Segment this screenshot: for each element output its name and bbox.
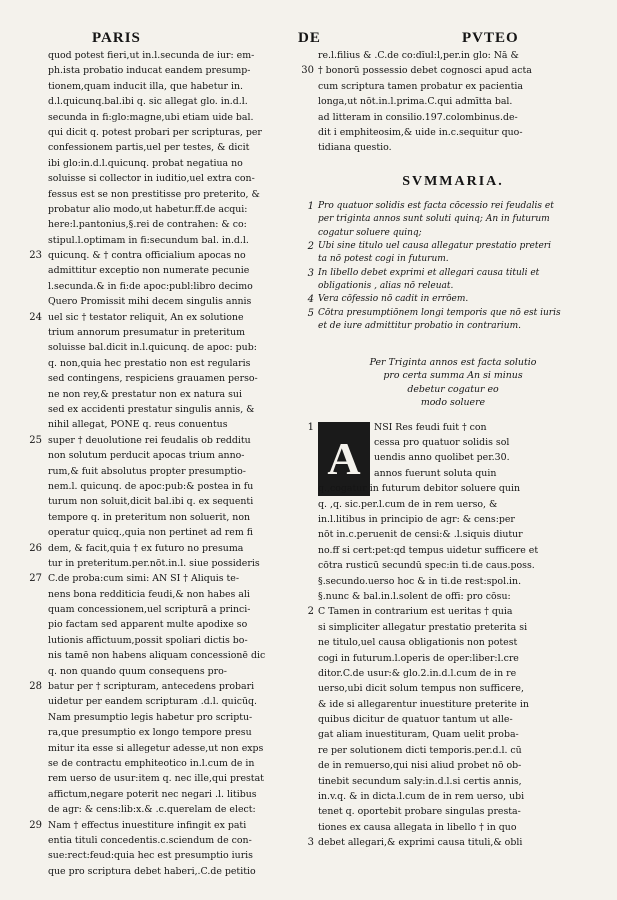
- text-line: [29, 818, 308, 833]
- line-text: d.l.quicunq.bal.ibi q. sic allegat glo. in.d.l.: [48, 96, 248, 108]
- summary-title: SVMMARIA.: [402, 173, 504, 189]
- line-text: l.secunda.& in fi:de apoc:publ:libro decimo: [48, 280, 253, 292]
- line-text: lutionis affictuum,possit spoliari dictis bo-: [48, 634, 248, 646]
- text-line: [318, 635, 588, 650]
- line-text: fessus est se non prestitisse pro preterito, &: [48, 188, 260, 200]
- line-text: q. non quando quum consequens pro-: [48, 665, 227, 677]
- text-line: [318, 527, 588, 542]
- line-text: tenet q. oportebit probare singulas presta-: [318, 806, 521, 818]
- summary-line: [307, 267, 588, 280]
- line-text: rem uerso de usur:item q. nec ille,qui prestat: [48, 773, 264, 785]
- text-line: [48, 417, 308, 432]
- line-text: et de iure admittitur probatio in contrarium.: [318, 321, 521, 332]
- text-line: [318, 651, 588, 666]
- text-line: [48, 710, 308, 725]
- line-text: † bonorū possessio debet cognosci apud acta: [318, 65, 532, 77]
- line-text: trium annorum presumatur in preteritum: [48, 327, 246, 339]
- text-line: [48, 617, 308, 632]
- line-text: de in remuerso,qui nisi aliud probet nō ob-: [318, 760, 522, 772]
- line-text: pio factam sed apparent multe apodixe so: [48, 619, 248, 631]
- text-line: [318, 110, 588, 125]
- text-line: [48, 864, 308, 879]
- text-line: [48, 787, 308, 802]
- text-line: [29, 679, 308, 694]
- line-text: obligationis , alias nō releuat.: [318, 281, 454, 292]
- text-line: [318, 79, 588, 94]
- text-line: [318, 789, 588, 804]
- right-column-top-text: [301, 48, 588, 156]
- summary-line: [307, 307, 588, 320]
- line-text: Nam † effectus inuestiture infingit ex pati: [48, 819, 247, 831]
- text-line: [48, 525, 308, 540]
- line-text: ad litteram in consilio.197.colombinus.de-: [318, 111, 518, 123]
- text-line: [318, 727, 588, 742]
- line-text: §.nunc & bal.in.l.solent de offi: pro cōsu:: [318, 590, 511, 602]
- summary-line: [318, 213, 588, 226]
- line-text: que pro scriptura debet haberi,.C.de petitio: [48, 865, 256, 877]
- summary-line: [318, 253, 588, 266]
- text-line: [48, 356, 308, 371]
- line-text: in.v.q. & in dicta.l.cum de in rem uerso, ubi: [318, 791, 525, 803]
- line-text: Ubi sine titulo uel causa allegatur prestatio preteri: [318, 240, 551, 251]
- text-line: [48, 340, 308, 355]
- line-text: annos fuerunt soluta quin: [374, 467, 497, 479]
- line-text: Cōtra presumptiōnem longi temporis que nō est iuris: [318, 307, 561, 318]
- text-line: [48, 448, 308, 463]
- margin-number: 28: [29, 681, 42, 693]
- line-text: nōt in.c.peruenit de censi:& .l.siquis diutur: [318, 529, 523, 541]
- running-head-left: PARIS: [92, 30, 141, 46]
- text-line: [48, 171, 308, 186]
- line-text: Vera cōfessio nō cadit in errōem.: [318, 294, 469, 305]
- line-text: ta nō potest cogi in futurum.: [318, 254, 449, 265]
- line-text: ditor.C.de usur:& glo.2.in.d.l.cum de in re: [318, 667, 517, 679]
- line-text: dem, & facit,quia † ex futuro no presuma: [48, 542, 244, 554]
- line-text: mitur ita esse si allegetur adesse,ut non exps: [48, 742, 264, 754]
- line-text: C.de proba:cum simi: AN SI † Aliquis te-: [48, 573, 240, 585]
- text-line: [318, 466, 588, 481]
- rubric-line: modo soluere: [420, 397, 486, 409]
- line-text: quicunq. & † contra officialium apocas no: [48, 250, 246, 262]
- line-text: confessionem partis,uel per testes, & dicit: [48, 142, 250, 154]
- line-text: non solutum perducit apocas trium anno-: [48, 450, 245, 462]
- margin-number: 3: [307, 837, 314, 849]
- text-line: [48, 648, 308, 663]
- line-text: uel sic † testator reliquit, An ex solutione: [48, 311, 244, 323]
- text-line: [48, 125, 308, 140]
- line-text: debet allegari,& exprimi causa tituli,& obli: [318, 837, 523, 849]
- text-line: [48, 79, 308, 94]
- right-column: [301, 48, 588, 851]
- text-line: [48, 479, 308, 494]
- margin-number: 1: [307, 421, 314, 433]
- margin-number: 29: [29, 819, 42, 831]
- section-body: [307, 420, 588, 851]
- line-text: q. ,q. sic.per.l.cum de in rem uerso, &: [318, 498, 498, 510]
- line-text: tidiana questio.: [318, 142, 392, 154]
- line-text: nem.l. quicunq. de apoc:pub:& postea in fu: [48, 480, 254, 492]
- line-text: tinebit secundum saly:in.d.l.si certis annis,: [318, 775, 522, 787]
- text-line: [318, 497, 588, 512]
- line-text: ibi glo:in.d.l.quicunq. probat negatiua no: [48, 157, 243, 169]
- text-line: [307, 420, 588, 435]
- line-text: re per solutionem dicti temporis.per.d.l. cū: [318, 744, 522, 756]
- text-line: [48, 725, 308, 740]
- line-text: probatur alio modo,ut habetur.ff.de acqui:: [48, 203, 248, 215]
- margin-number: 27: [29, 573, 42, 585]
- text-line: [48, 633, 308, 648]
- text-line: [318, 820, 588, 835]
- text-line: [48, 756, 308, 771]
- line-text: soluisse si collector in iuditio,uel extra con-: [48, 173, 255, 185]
- line-text: stipul.l.optimam in fi:secundum bal. in.d.l.: [48, 234, 249, 246]
- margin-number: 26: [29, 542, 42, 554]
- line-text: ne titulo,uel causa obligationis non potest: [318, 637, 518, 649]
- line-text: admittitur exceptio non numerate pecunie: [48, 265, 250, 277]
- line-text: Quero Promissit mihi decem singulis annis: [48, 296, 252, 308]
- line-text: sue:rect:feud:quia hec est presumptio iuris: [48, 850, 253, 862]
- line-text: ra,que presumptio ex longo tempore presu: [48, 727, 252, 739]
- text-line: [318, 435, 588, 450]
- text-line: [318, 512, 588, 527]
- text-line: [318, 774, 588, 789]
- line-text: cum scriptura tamen probatur ex pacientia: [318, 80, 523, 92]
- line-text: ne non rey,& prestatur non ex natura sui: [48, 388, 242, 400]
- line-text: nens bona redditicia feudi,& non habes ali: [48, 588, 250, 600]
- line-text: cessa pro quatuor solidis sol: [374, 437, 510, 449]
- text-line: [48, 694, 308, 709]
- text-line: [48, 464, 308, 479]
- margin-number: 5: [307, 307, 314, 319]
- line-text: here:l.pantonius,§.rei de contrahen: & co:: [48, 219, 247, 231]
- line-text: tiones ex causa allegata in libello † in quo: [318, 821, 517, 833]
- text-line: [318, 48, 588, 63]
- line-text: soluisse bal.dicit in.l.quicunq. de apoc: pub:: [48, 342, 257, 354]
- text-line: [29, 310, 308, 325]
- line-text: q.,cogatur in futurum debitor soluere quin: [318, 483, 520, 495]
- line-text: tempore q. in preteritum non soluerit, non: [48, 511, 251, 523]
- running-head-center: DE: [298, 30, 321, 46]
- line-text: §.secundo.uerso hoc & in ti.de rest:spol.in.: [318, 575, 522, 587]
- text-line: [318, 804, 588, 819]
- line-text: uerso,ubi dicit solum tempus non sufficere,: [318, 683, 524, 695]
- text-line: [48, 371, 308, 386]
- line-text: secunda in fi:glo:magne,ubi etiam uide bal.: [48, 111, 254, 123]
- margin-number: 25: [29, 434, 42, 446]
- line-text: affictum,negare poterit nec negari .l. litibus: [48, 788, 257, 800]
- section-rubric: [318, 356, 588, 410]
- line-text: turum non soluit,dicit bal.ibi q. ex sequenti: [48, 496, 254, 508]
- margin-number: 24: [29, 311, 42, 323]
- line-text: entia tituli concedentis.c.sciendum de con-: [48, 834, 252, 846]
- line-text: Nam presumptio legis habetur pro scriptu-: [48, 711, 253, 723]
- text-line: [48, 556, 308, 571]
- text-line: [48, 294, 308, 309]
- line-text: se de contractu emphiteotico in.l.cum de in: [48, 757, 255, 769]
- text-line: [48, 664, 308, 679]
- text-line: [301, 63, 588, 78]
- line-text: longa,ut nōt.in.l.prima.C.qui admītta bal.: [318, 96, 513, 108]
- margin-number: 2: [307, 240, 314, 252]
- text-line: [307, 604, 588, 619]
- line-text: cogatur soluere quinq;: [318, 227, 422, 238]
- text-line: [48, 833, 308, 848]
- running-head-right: PVTEO: [462, 30, 519, 46]
- margin-number: 30: [301, 65, 314, 77]
- line-text: per triginta annos sunt soluti quinq; An in futurum: [318, 214, 550, 225]
- text-line: [48, 741, 308, 756]
- text-line: [318, 697, 588, 712]
- text-line: [48, 263, 308, 278]
- text-line: [48, 402, 308, 417]
- summary-line: [318, 227, 588, 240]
- margin-number: 3: [307, 267, 314, 279]
- text-line: [29, 248, 308, 263]
- text-line: [48, 279, 308, 294]
- text-line: [318, 758, 588, 773]
- rubric-line: debetur cogatur eo: [407, 383, 499, 395]
- text-line: [48, 587, 308, 602]
- line-text: Pro quatuor solidis est facta cōcessio rei feudalis et: [318, 200, 554, 211]
- line-text: batur per † scripturam, antecedens probari: [48, 681, 255, 693]
- text-line: [48, 387, 308, 402]
- text-line: [318, 125, 588, 140]
- text-line: [48, 110, 308, 125]
- text-line: [318, 712, 588, 727]
- line-text: nis tamē non habens aliquam concessionē dic: [48, 650, 266, 662]
- line-text: dit i emphiteosim,& uide in.c.sequitur quo-: [318, 126, 523, 138]
- summary-line: [318, 280, 588, 293]
- line-text: de agr: & cens:lib:x.& .c.querelam de elect:: [48, 804, 256, 816]
- line-text: In libello debet exprimi et allegari causa tituli et: [318, 267, 540, 278]
- line-text: in.l.litibus in principio de agr: & cens:per: [318, 513, 515, 525]
- summary-list: [307, 200, 588, 334]
- text-line: [48, 217, 308, 232]
- rubric-line: Per Triginta annos est facta solutio: [369, 356, 537, 368]
- line-text: sed contingens, respiciens grauamen perso-: [48, 373, 258, 385]
- text-line: [318, 543, 588, 558]
- text-line: [48, 802, 308, 817]
- text-line: [29, 433, 308, 448]
- text-line: [48, 140, 308, 155]
- text-line: [48, 771, 308, 786]
- text-line: [48, 94, 308, 109]
- text-line: [318, 620, 588, 635]
- line-text: cogi in futurum.l.operis de oper:liber:l.cre: [318, 652, 519, 664]
- line-text: qui dicit q. potest probari per scripturas, per: [48, 126, 262, 138]
- line-text: quod potest fieri,ut in.l.secunda de iur: em-: [48, 50, 255, 61]
- line-text: C Tamen in contrarium est ueritas † quia: [318, 606, 513, 618]
- line-text: operatur quicq.,quia non pertinet ad rem fi: [48, 527, 253, 539]
- text-line: [29, 571, 308, 586]
- text-line: [318, 140, 588, 155]
- text-line: [307, 835, 588, 850]
- summary-line: [318, 320, 588, 333]
- left-column: [29, 48, 308, 879]
- text-line: [318, 666, 588, 681]
- line-text: tionem,quam inducit illa, que habetur in.: [48, 80, 244, 92]
- rubric-line: pro certa summa An si minus: [383, 370, 523, 382]
- text-line: [48, 325, 308, 340]
- line-text: gat aliam inuestituram, Quam uelit proba-: [318, 729, 519, 741]
- text-line: [48, 63, 308, 78]
- summary-line: [307, 200, 588, 213]
- text-line: [29, 541, 308, 556]
- margin-number: 23: [29, 250, 42, 262]
- text-line: [48, 602, 308, 617]
- line-text: sed ex accidenti prestatur singulis annis, &: [48, 403, 255, 415]
- margin-number: 2: [307, 606, 314, 618]
- line-text: tur in preteritum.per.nōt.in.l. siue possideris: [48, 557, 260, 569]
- text-line: [318, 450, 588, 465]
- decorated-initial: A: [318, 422, 370, 496]
- text-line: [318, 574, 588, 589]
- text-line: [48, 187, 308, 202]
- line-text: super † deuolutione rei feudalis ob redditu: [48, 434, 251, 446]
- line-text: quam concessionem,uel scripturā a princi-: [48, 604, 251, 616]
- line-text: NSI Res feudi fuit † con: [374, 421, 487, 433]
- summary-line: [307, 240, 588, 253]
- text-line: [48, 48, 308, 63]
- line-text: cōtra rusticū secundū spec:in ti.de caus.poss.: [318, 560, 535, 572]
- line-text: re.l.filius & .C.de co:dīul:l,per.in glo: Nā &: [318, 50, 519, 61]
- line-text: quibus dicitur de quatuor tantum ut alle-: [318, 714, 513, 726]
- text-line: [318, 681, 588, 696]
- line-text: ph.ista probatio inducat eandem presump-: [48, 65, 251, 77]
- margin-number: 1: [307, 200, 314, 212]
- text-line: [48, 202, 308, 217]
- line-text: si simpliciter allegatur prestatio preterita si: [318, 621, 528, 633]
- text-line: [318, 743, 588, 758]
- line-text: & ide si allegarentur inuestiture preterite in: [318, 698, 529, 710]
- line-text: uidetur per eandem scripturam .d.l. quicūq.: [48, 696, 257, 708]
- text-line: [318, 558, 588, 573]
- text-line: [48, 848, 308, 863]
- line-text: q. non,quia hec prestatio non est regularis: [48, 357, 251, 369]
- text-line: [48, 510, 308, 525]
- text-line: [318, 94, 588, 109]
- margin-number: 4: [307, 294, 314, 306]
- text-line: [48, 494, 308, 509]
- line-text: rum,& fuit absolutus propter presumptio-: [48, 465, 246, 477]
- line-text: no.ff si cert:pet:qd tempus uidetur sufficere et: [318, 544, 539, 556]
- text-line: [318, 481, 588, 496]
- text-line: [48, 156, 308, 171]
- text-line: [48, 233, 308, 248]
- summary-line: [307, 293, 588, 306]
- line-text: uendis anno quolibet per.30.: [374, 452, 510, 464]
- text-line: [318, 589, 588, 604]
- line-text: nihil allegat, PONE q. reus conuentus: [48, 419, 228, 431]
